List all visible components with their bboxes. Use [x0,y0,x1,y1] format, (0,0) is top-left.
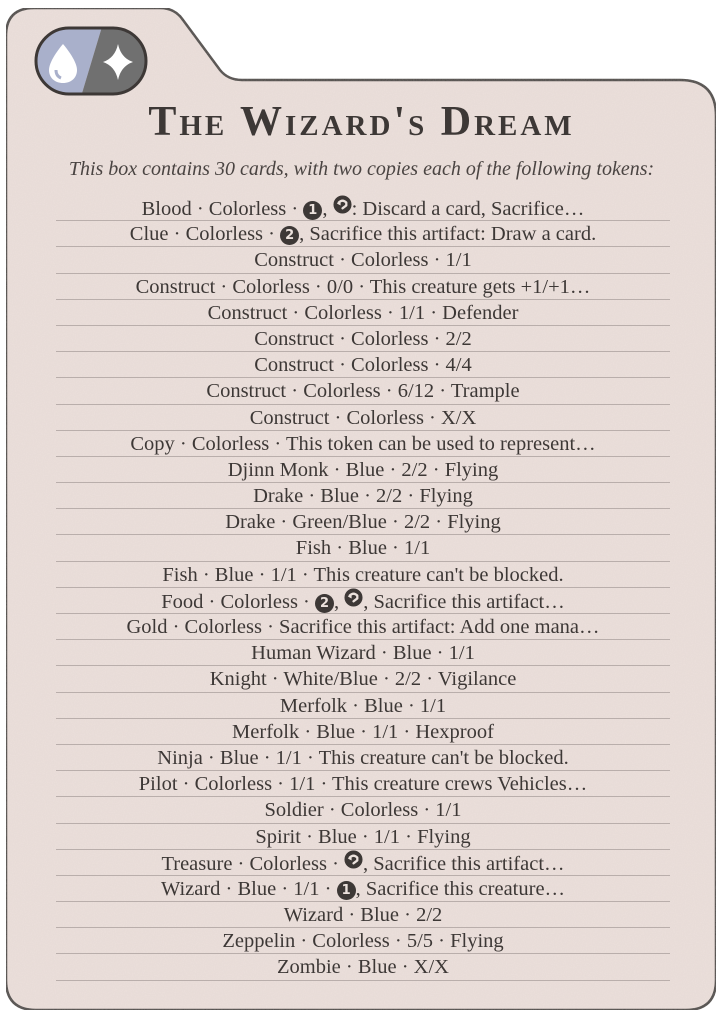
token-row [56,745,670,771]
box-title: The Wizard's Dream [148,99,575,145]
token-text: Pilot · Colorless · 1/1 · This creature crews Vehicles… [138,773,588,796]
token-text: Drake · Blue · 2/2 · Flying [253,485,473,508]
token-list [56,195,670,981]
token-text: Copy · Colorless · This token can be used to represent… [130,432,596,455]
token-row [56,719,670,745]
token-row [56,797,670,823]
token-text: Knight · White/Blue · 2/2 · Vigilance [209,668,517,691]
token-text: Construct · Colorless · 4/4 [254,354,472,377]
token-text: Gold · Colorless · Sacrifice this artifact: Add one mana… [126,616,600,638]
token-text: Construct · Colorless · 1/1 [254,249,472,272]
generic-mana-2-icon: 2 [280,226,299,245]
token-row [56,483,670,509]
box-subtitle: This box contains 30 cards, with two copies each of the following tokens: [68,158,655,180]
token-text: , Sacrifice this artifact… [363,590,565,613]
token-row [56,928,670,954]
token-text: Merfolk · Blue · 1/1 · Hexproof [232,720,494,743]
token-row [56,666,670,692]
token-text: Human Wizard · Blue · 1/1 [251,642,475,665]
tap-symbol-icon [344,588,363,607]
token-row [56,588,670,614]
generic-mana-1-icon: 1 [303,201,322,220]
token-text: , Sacrifice this creature… [355,877,566,900]
token-row [56,247,670,273]
token-text: Zombie · Blue · X/X [277,956,449,979]
token-text: Blood · Colorless · [141,198,304,220]
token-row [56,405,670,431]
token-row [56,902,670,928]
token-text: Merfolk · Blue · 1/1 [279,694,447,717]
token-text: , [334,590,345,613]
token-row [56,352,670,378]
token-text: Fish · Blue · 1/1 [295,537,431,560]
token-row [56,640,670,666]
token-row [56,614,670,640]
token-text: , [322,198,333,220]
token-text: Soldier · Colorless · 1/1 [264,799,462,822]
token-row [56,535,670,561]
generic-mana-2-icon: 2 [315,594,334,613]
token-text: Food · Colorless · [161,590,315,613]
token-row [56,195,670,221]
token-row [56,378,670,404]
token-text: Construct · Colorless · 1/1 · Defender [207,301,519,324]
token-text: , Sacrifice this artifact: Draw a card. [299,223,597,246]
token-text: Construct · Colorless · X/X [249,406,477,429]
token-row [56,457,670,483]
token-row [56,274,670,300]
token-text: Construct · Colorless · 6/12 · Trample [206,380,520,403]
tap-symbol-icon [344,850,363,869]
token-text: , Sacrifice this artifact… [363,852,565,875]
token-row [56,850,670,876]
token-row [56,824,670,850]
token-row [56,562,670,588]
tap-symbol-icon [333,195,352,214]
token-row [56,954,670,980]
token-row [56,509,670,535]
token-row [56,431,670,457]
token-text: Fish · Blue · 1/1 · This creature can't be blocked. [162,563,564,586]
token-text: Zeppelin · Colorless · 5/5 · Flying [222,930,504,953]
token-text: Treasure · Colorless · [161,852,345,875]
token-row [56,876,670,902]
token-text: Ninja · Blue · 1/1 · This creature can't be blocked. [157,746,569,769]
generic-mana-1-icon: 1 [337,881,356,900]
token-text: Construct · Colorless · 0/0 · This creature gets +1/+1… [135,275,591,298]
token-text: : Discard a card, Sacrifice… [351,198,585,220]
token-text: Wizard · Blue · 1/1 · [160,877,337,900]
token-text: Construct · Colorless · 2/2 [254,327,472,350]
token-row [56,771,670,797]
token-row [56,221,670,247]
token-text: Djinn Monk · Blue · 2/2 · Flying [227,458,499,481]
token-text: Drake · Green/Blue · 2/2 · Flying [225,511,501,534]
token-row [56,693,670,719]
token-row [56,300,670,326]
token-row [56,326,670,352]
token-text: Wizard · Blue · 2/2 [283,904,443,927]
token-text: Clue · Colorless · [129,223,281,246]
token-text: Spirit · Blue · 1/1 · Flying [255,825,471,848]
